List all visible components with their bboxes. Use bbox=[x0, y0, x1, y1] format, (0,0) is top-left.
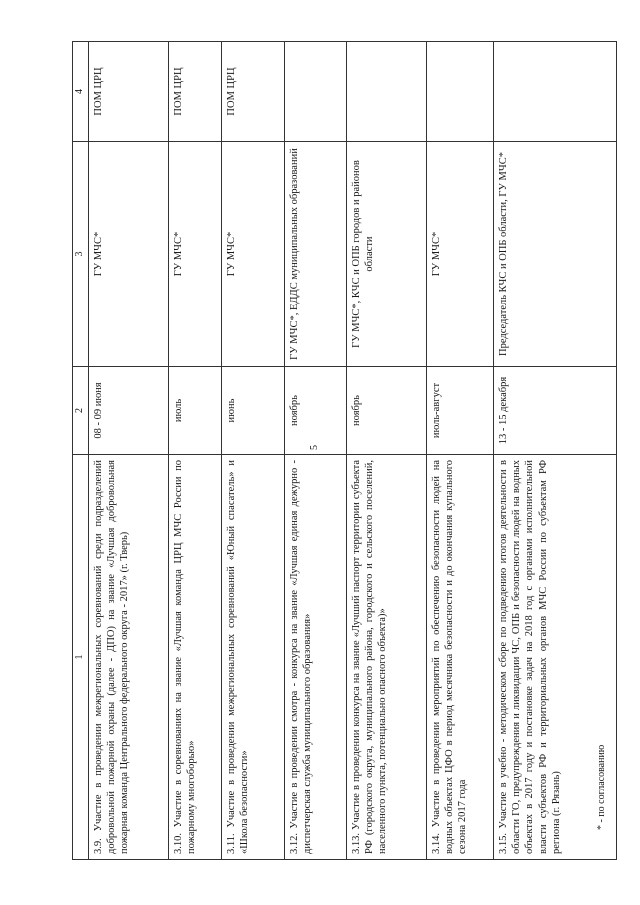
table-row bbox=[88, 42, 168, 860]
table-row bbox=[168, 42, 221, 860]
row-support bbox=[346, 42, 426, 142]
row-support bbox=[285, 42, 346, 142]
table-row bbox=[494, 42, 617, 860]
table-row bbox=[285, 42, 346, 860]
row-date: 13 - 15 декабря bbox=[494, 367, 617, 455]
row-executor: ГУ МЧС*, ЕДДС муниципальных образований bbox=[285, 142, 346, 367]
row-executor: ГУ МЧС* bbox=[221, 142, 284, 367]
row-executor: Председатель КЧС и ОПБ области, ГУ МЧС* bbox=[494, 142, 617, 367]
footnote: * - по согласованию bbox=[596, 744, 607, 830]
header-cell-4: 4 bbox=[73, 42, 89, 142]
row-executor: ГУ МЧС* bbox=[88, 142, 168, 367]
row-date: 08 - 09 июня bbox=[88, 367, 168, 455]
row-date: ноябрь bbox=[285, 367, 346, 455]
rotated-table-wrapper bbox=[72, 42, 617, 860]
row-text: 3.13. Участие в проведении конкурса на звание «Лучший паспорт территории субъекта РФ (городского округа, муниципального района, городского и сельского поселений, населенного пункта, потенциально опасного объекта)» bbox=[346, 455, 426, 860]
row-executor: ГУ МЧС* bbox=[168, 142, 221, 367]
row-executor: ГУ МЧС*, КЧС и ОПБ городов и районов области bbox=[346, 142, 426, 367]
row-date: июль bbox=[168, 367, 221, 455]
row-text: 3.15. Участие в учебно - методическом сборе по подведению итогов деятельности в области ГО, предупреждения и ликвидации ЧС, ОПБ и безопасности людей на водных объектах в 2017 году и постановке задач на 2018 год с органами исполнительной власти субъектов РФ и территориальных органов МЧС России по субъектам РФ региона (г. Рязань) bbox=[494, 455, 617, 860]
row-support: ПОМ ЦРЦ bbox=[168, 42, 221, 142]
row-date: июль-август bbox=[426, 367, 494, 455]
table-header-row bbox=[73, 42, 89, 860]
page-number: 5 bbox=[309, 445, 320, 450]
row-text: 3.11. Участие в проведении межрегиональных соревнований «Юный спасатель» и «Школа безопасности» bbox=[221, 455, 284, 860]
row-support bbox=[426, 42, 494, 142]
row-support: ПОМ ЦРЦ bbox=[221, 42, 284, 142]
table-row bbox=[346, 42, 426, 860]
row-text: 3.12. Участие в проведении смотра - конкурса на звание «Лучшая единая дежурно - диспетчерская служба муниципального образования» bbox=[285, 455, 346, 860]
row-executor: ГУ МЧС* bbox=[426, 142, 494, 367]
row-text: 3.14. Участие в проведении мероприятий по обеспечению безопасности людей на водных объектах ЦФО в период месячника безопасности и до окончания купального сезона 2017 года bbox=[426, 455, 494, 860]
table-row bbox=[426, 42, 494, 860]
header-cell-1: 1 bbox=[73, 455, 89, 860]
row-text: 3.10. Участие в соревнованиях на звание «Лучшая команда ЦРЦ МЧС России по пожарному многоборью» bbox=[168, 455, 221, 860]
row-support bbox=[494, 42, 617, 142]
row-support: ПОМ ЦРЦ bbox=[88, 42, 168, 142]
header-cell-2: 2 bbox=[73, 367, 89, 455]
header-cell-3: 3 bbox=[73, 142, 89, 367]
row-date: июнь bbox=[221, 367, 284, 455]
plan-table bbox=[72, 41, 617, 860]
row-date: ноябрь bbox=[346, 367, 426, 455]
table-row bbox=[221, 42, 284, 860]
row-text: 3.9. Участие в проведении межрегиональных соревнований среди подразделений добровольной пожарной охраны (далее - ДПО) на звание «Лучшая добровольная пожарная команда Центрального федерального округа - 2017» (г. Тверь) bbox=[88, 455, 168, 860]
